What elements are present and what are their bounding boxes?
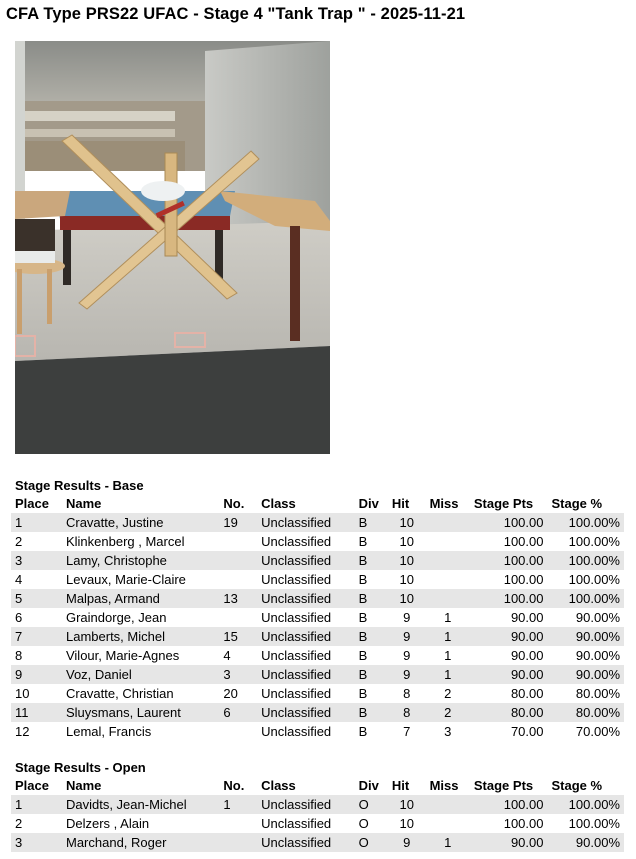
cell-stage-pct: 100.00% (547, 551, 624, 570)
cell-place: 1 (11, 795, 62, 814)
cell-no (219, 608, 257, 627)
cell-hit: 10 (388, 795, 426, 814)
cell-no: 6 (219, 703, 257, 722)
cell-stage-pts: 80.00 (510, 686, 544, 701)
cell-no: 3 (219, 665, 257, 684)
cell-hit: 9 (388, 833, 426, 852)
cell-miss: 1 (426, 627, 470, 646)
cell-name: Klinkenberg , Marcel (65, 534, 185, 549)
cell-class: Unclassified (261, 724, 332, 739)
cell-place: 6 (15, 610, 23, 625)
cell-no (219, 722, 257, 741)
cell-class: Unclassified (261, 816, 332, 831)
cell-hit: 9 (403, 610, 411, 625)
cell-miss (426, 589, 470, 608)
cell-hit: 10 (399, 534, 414, 549)
cell-miss: 1 (444, 648, 452, 663)
col-class: Class (261, 496, 296, 511)
table-row (11, 833, 624, 852)
cell-place: 12 (15, 724, 30, 739)
cell-no (219, 551, 257, 570)
cell-place: 11 (11, 703, 62, 722)
cell-class: Unclassified (257, 833, 355, 852)
table-row (11, 589, 624, 608)
cell-div: O (358, 816, 369, 831)
col-class: Class (261, 778, 296, 793)
cell-stage-pts: 100.00 (470, 551, 548, 570)
cell-miss: 1 (444, 610, 452, 625)
cell-class: Unclassified (257, 665, 355, 684)
cell-miss (426, 814, 470, 833)
cell-stage-pts: 90.00 (470, 833, 548, 852)
cell-class: Unclassified (261, 686, 332, 701)
cell-no: 1 (219, 795, 257, 814)
table-row (11, 646, 624, 665)
section-title: Stage Results - Open (15, 760, 146, 775)
results-table-open (11, 776, 624, 852)
cell-stage-pct: 100.00% (568, 534, 620, 549)
cell-place: 2 (15, 816, 23, 831)
table-header (11, 776, 624, 795)
col-miss: Miss (429, 778, 459, 793)
cell-div: O (355, 833, 388, 852)
col-no: No. (223, 778, 245, 793)
cell-place: 3 (11, 551, 62, 570)
cell-div: B (358, 610, 368, 625)
cell-stage-pts: 100.00 (470, 795, 548, 814)
cell-stage-pts: 80.00 (470, 703, 548, 722)
cell-miss: 3 (444, 724, 452, 739)
cell-place: 10 (15, 686, 30, 701)
cell-no: 13 (219, 589, 257, 608)
table-row (11, 608, 624, 627)
cell-stage-pct: 100.00% (547, 513, 624, 532)
col-div: Div (358, 778, 379, 793)
cell-div: B (358, 724, 368, 739)
col-div: Div (358, 496, 379, 511)
table-row (11, 814, 624, 833)
cell-place: 3 (11, 833, 62, 852)
cell-class: Unclassified (261, 610, 332, 625)
table-row (11, 513, 624, 532)
cell-place: 2 (15, 534, 23, 549)
table-row (11, 532, 624, 551)
cell-hit: 10 (399, 816, 414, 831)
table-row (11, 722, 624, 741)
cell-stage-pts: 100.00 (503, 534, 544, 549)
cell-miss: 1 (426, 833, 470, 852)
col-name: Name (65, 496, 102, 511)
cell-div: B (355, 665, 388, 684)
cell-class: Unclassified (257, 795, 355, 814)
cell-stage-pts: 100.00 (470, 589, 548, 608)
cell-class: Unclassified (257, 703, 355, 722)
cell-place: 7 (11, 627, 62, 646)
cell-stage-pts: 90.00 (470, 627, 548, 646)
cell-name: Delzers , Alain (65, 816, 150, 831)
cell-no: 20 (223, 686, 238, 701)
cell-class: Unclassified (261, 534, 332, 549)
cell-miss (426, 795, 470, 814)
col-place: Place (15, 496, 49, 511)
cell-name: Lamberts, Michel (62, 627, 219, 646)
col-stage-pct: Stage % (551, 496, 603, 511)
cell-hit: 9 (388, 627, 426, 646)
cell-hit: 10 (388, 589, 426, 608)
cell-stage-pts: 90.00 (510, 648, 544, 663)
col-name: Name (65, 778, 102, 793)
cell-stage-pts: 90.00 (470, 665, 548, 684)
cell-stage-pct: 80.00% (547, 703, 624, 722)
cell-div: B (355, 551, 388, 570)
cell-stage-pts: 100.00 (503, 572, 544, 587)
cell-name: Cravatte, Christian (65, 686, 174, 701)
cell-stage-pts: 100.00 (470, 513, 548, 532)
cell-name: Cravatte, Justine (62, 513, 219, 532)
page-title: CFA Type PRS22 UFAC - Stage 4 "Tank Trap " - 2025-11-21 (6, 5, 466, 23)
cell-div: B (358, 686, 368, 701)
table-header (11, 494, 624, 513)
cell-name: Levaux, Marie-Claire (65, 572, 186, 587)
cell-stage-pct: 90.00% (547, 627, 624, 646)
stage-photo (15, 41, 330, 454)
col-hit: Hit (391, 778, 410, 793)
col-miss: Miss (429, 496, 459, 511)
cell-stage-pct: 100.00% (568, 572, 620, 587)
cell-hit: 10 (388, 551, 426, 570)
cell-stage-pct: 100.00% (568, 816, 620, 831)
table-row (11, 795, 624, 814)
cell-place: 8 (15, 648, 23, 663)
table-row (11, 627, 624, 646)
cell-stage-pts: 70.00 (510, 724, 544, 739)
cell-name: Graindorge, Jean (65, 610, 167, 625)
cell-no (219, 814, 257, 833)
cell-hit: 8 (388, 703, 426, 722)
col-stage-pct: Stage % (551, 778, 603, 793)
cell-class: Unclassified (257, 627, 355, 646)
cell-name: Marchand, Roger (62, 833, 219, 852)
cell-stage-pct: 90.00% (575, 610, 620, 625)
cell-div: B (355, 627, 388, 646)
cell-place: 1 (11, 513, 62, 532)
cell-stage-pct: 100.00% (547, 795, 624, 814)
cell-class: Unclassified (257, 513, 355, 532)
cell-name: Davidts, Jean-Michel (62, 795, 219, 814)
cell-hit: 9 (403, 648, 411, 663)
cell-div: B (358, 572, 368, 587)
cell-place: 5 (11, 589, 62, 608)
cell-div: B (358, 534, 368, 549)
col-place: Place (15, 778, 49, 793)
cell-miss: 1 (426, 665, 470, 684)
col-no: No. (223, 496, 245, 511)
cell-stage-pct: 90.00% (547, 665, 624, 684)
cell-no (219, 570, 257, 589)
cell-name: Voz, Daniel (62, 665, 219, 684)
cell-class: Unclassified (261, 572, 332, 587)
results-table-base (11, 494, 624, 741)
cell-hit: 7 (403, 724, 411, 739)
col-stage-pts: Stage Pts (473, 496, 534, 511)
cell-div: B (355, 703, 388, 722)
cell-hit: 10 (399, 572, 414, 587)
cell-div: B (355, 513, 388, 532)
table-row (11, 570, 624, 589)
cell-hit: 10 (388, 513, 426, 532)
cell-name: Lemal, Francis (65, 724, 152, 739)
cell-no: 4 (223, 648, 231, 663)
table-row (11, 551, 624, 570)
table-row (11, 665, 624, 684)
cell-name: Sluysmans, Laurent (62, 703, 219, 722)
cell-place: 9 (11, 665, 62, 684)
cell-name: Lamy, Christophe (62, 551, 219, 570)
cell-hit: 8 (403, 686, 411, 701)
cell-div: B (358, 648, 368, 663)
section-title: Stage Results - Base (15, 478, 144, 493)
cell-miss (426, 570, 470, 589)
cell-no: 19 (219, 513, 257, 532)
cell-class: Unclassified (257, 551, 355, 570)
cell-hit: 9 (388, 665, 426, 684)
cell-name: Vilour, Marie-Agnes (65, 648, 180, 663)
cell-stage-pct: 80.00% (575, 686, 620, 701)
cell-name: Malpas, Armand (62, 589, 219, 608)
cell-miss (426, 551, 470, 570)
cell-stage-pct: 90.00% (575, 648, 620, 663)
cell-div: B (355, 589, 388, 608)
cell-no (219, 833, 257, 852)
cell-stage-pct: 90.00% (547, 833, 624, 852)
cell-class: Unclassified (261, 648, 332, 663)
cell-miss (426, 513, 470, 532)
col-stage-pts: Stage Pts (473, 778, 534, 793)
cell-no: 15 (219, 627, 257, 646)
cell-miss: 2 (444, 686, 452, 701)
cell-stage-pct: 70.00% (575, 724, 620, 739)
table-row (11, 684, 624, 703)
col-hit: Hit (391, 496, 410, 511)
cell-stage-pts: 90.00 (510, 610, 544, 625)
cell-stage-pct: 100.00% (547, 589, 624, 608)
cell-no (219, 532, 257, 551)
table-row (11, 703, 624, 722)
cell-miss (426, 532, 470, 551)
cell-div: O (355, 795, 388, 814)
cell-stage-pts: 100.00 (503, 816, 544, 831)
cell-class: Unclassified (257, 589, 355, 608)
cell-miss: 2 (426, 703, 470, 722)
cell-place: 4 (15, 572, 23, 587)
